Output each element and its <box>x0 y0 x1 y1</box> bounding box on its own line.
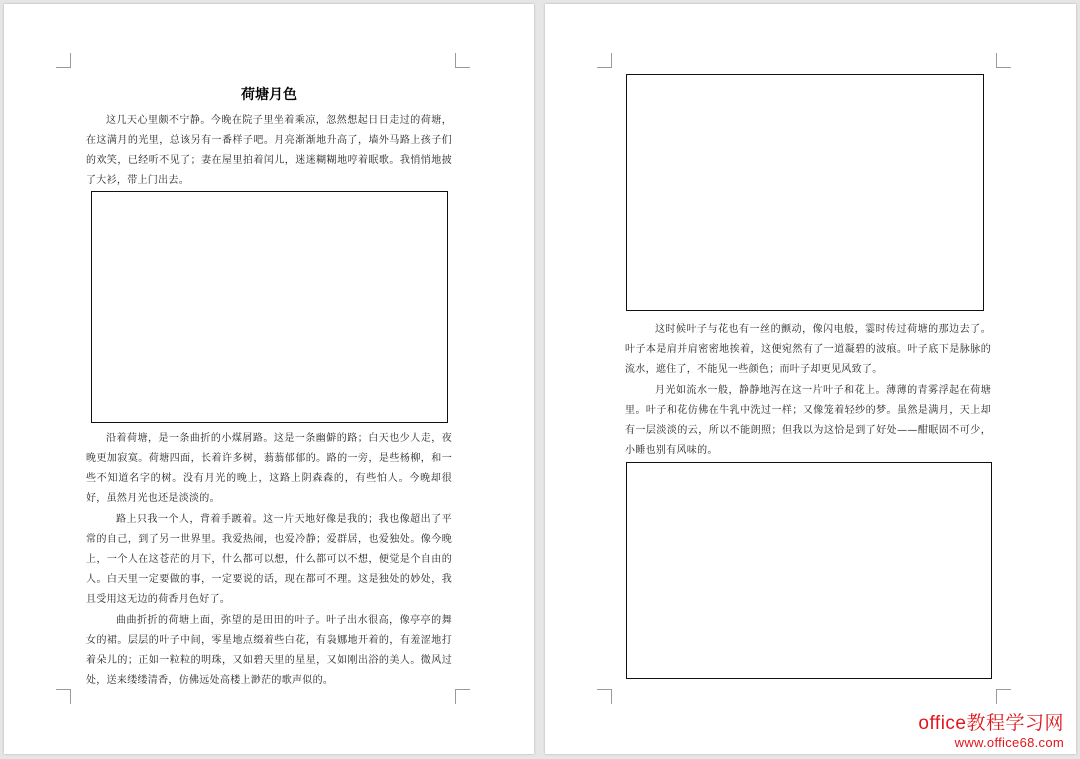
paragraph: 曲曲折折的荷塘上面，弥望的是田田的叶子。叶子出水很高，像亭亭的舞女的裙。层层的叶子中间，零星地点缀着些白花，有袅娜地开着的，有羞涩地打着朵儿的；正如一粒粒的明珠，又如碧天里的星星，又如刚出浴的美人。微风过处，送来缕缕清香，仿佛远处高楼上渺茫的歌声似的。 <box>86 615 452 686</box>
crop-mark-bottom-right <box>996 689 1011 704</box>
paragraph: 这几天心里颇不宁静。今晚在院子里坐着乘凉，忽然想起日日走过的荷塘，在这满月的光里，总该另有一番样子吧。月亮渐渐地升高了，墙外马路上孩子们的欢笑，已经听不见了；妻在屋里拍着闰儿，迷迷糊糊地哼着眠歌。我悄悄地披了大衫，带上门出去。 <box>86 115 452 186</box>
paragraph: 月光如流水一般，静静地泻在这一片叶子和花上。薄薄的青雾浮起在荷塘里。叶子和花仿佛在牛乳中洗过一样；又像笼着轻纱的梦。虽然是满月，天上却有一层淡淡的云，所以不能朗照；但我以为这恰是到了好处——酣眠固不可少，小睡也别有风味的。 <box>625 385 991 456</box>
paragraph: 这时候叶子与花也有一丝的颤动，像闪电般，霎时传过荷塘的那边去了。叶子本是肩并肩密密地挨着，这便宛然有了一道凝碧的波痕。叶子底下是脉脉的流水，遮住了，不能见一些颜色；而叶子却更见风致了。 <box>625 324 991 375</box>
crop-mark-top-left <box>56 53 71 68</box>
document-page-right <box>545 4 1076 754</box>
crop-mark-bottom-left <box>56 689 71 704</box>
image-placeholder-frame[interactable] <box>626 74 984 311</box>
watermark-title: office教程学习网 <box>918 713 1064 734</box>
document-title: 荷塘月色 <box>241 87 297 103</box>
document-page-left <box>4 4 534 754</box>
crop-mark-bottom-left <box>597 689 612 704</box>
crop-mark-top-right <box>455 53 470 68</box>
site-watermark <box>918 713 1064 751</box>
watermark-url: www.office68.com <box>954 735 1064 750</box>
crop-mark-bottom-right <box>455 689 470 704</box>
crop-mark-top-right <box>996 53 1011 68</box>
paragraph: 路上只我一个人，背着手踱着。这一片天地好像是我的；我也像超出了平常的自己，到了另一世界里。我爱热闹，也爱冷静；爱群居，也爱独处。像今晚上，一个人在这苍茫的月下，什么都可以想，什么都可以不想，便觉是个自由的人。白天里一定要做的事，一定要说的话，现在都可不理。这是独处的妙处，我且受用这无边的荷香月色好了。 <box>86 514 452 605</box>
paragraph: 沿着荷塘，是一条曲折的小煤屑路。这是一条幽僻的路；白天也少人走，夜晚更加寂寞。荷塘四面，长着许多树，蓊蓊郁郁的。路的一旁，是些杨柳，和一些不知道名字的树。没有月光的晚上，这路上阴森森的，有些怕人。今晚却很好，虽然月光也还是淡淡的。 <box>86 433 452 504</box>
crop-mark-top-left <box>597 53 612 68</box>
image-placeholder-frame[interactable] <box>626 462 992 679</box>
image-placeholder-frame[interactable] <box>91 191 448 423</box>
